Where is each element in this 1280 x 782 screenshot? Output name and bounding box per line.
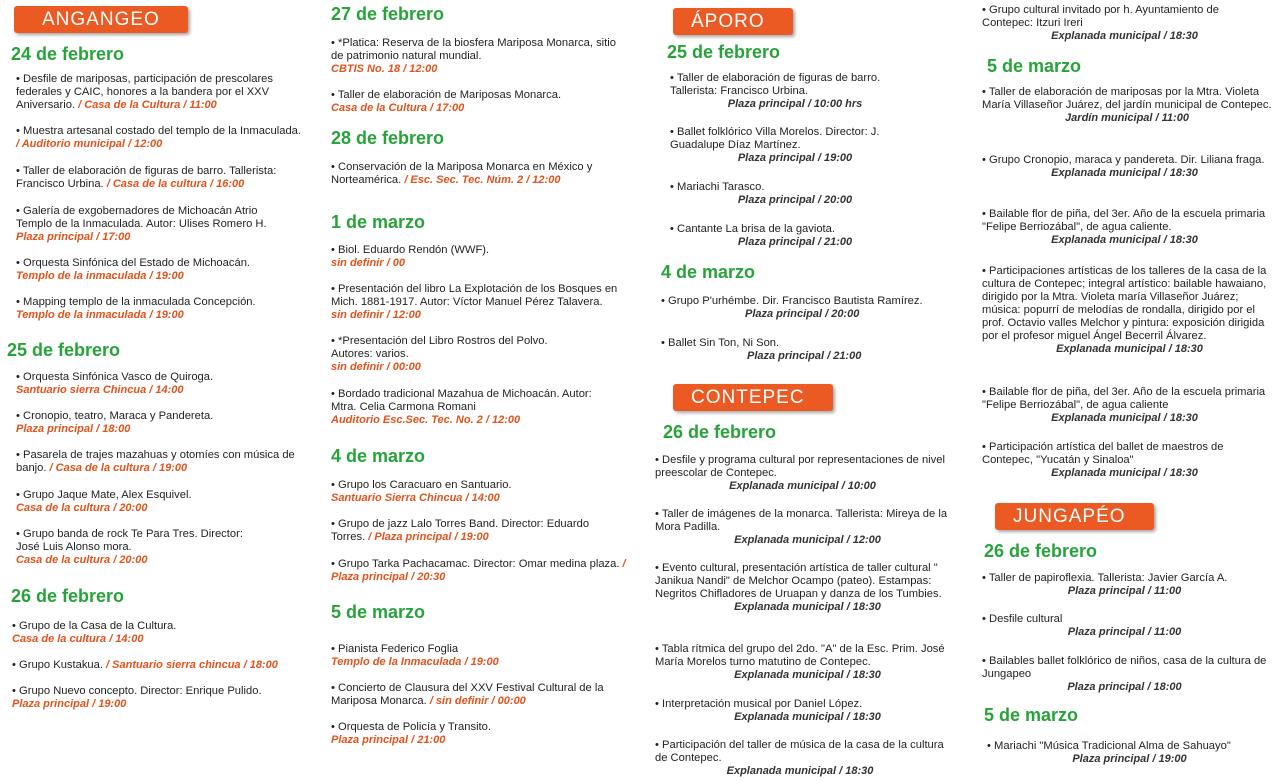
- event-item: • Concierto de Clausura del XXV Festival Cultural de la Mariposa Monarca. / sin definir / 00:00: [331, 682, 604, 707]
- event-item: • Pasarela de trajes mazahuas y otomíes con música de banjo. / Casa de la cultura / 19:00: [16, 449, 295, 474]
- date-heading: 5 de marzo: [984, 705, 1079, 725]
- event-item: • Cantante La brisa de la gaviota. Plaza principal / 21:00: [670, 223, 853, 248]
- date-heading: 25 de febrero: [667, 42, 781, 62]
- event-item: • Conservación de la Mariposa Monarca en México y Norteamérica. / Esc. Sec. Tec. Núm. 2 / 12:00: [331, 161, 593, 186]
- event-item: • *Presentación del Libro Rostros del Polvo. Autores: varios. sin definir / 00:00: [331, 335, 548, 373]
- event-item: • Orquesta Sinfónica Vasco de Quiroga. Santuario sierra Chincua / 14:00: [16, 371, 214, 396]
- event-item: • Presentación del libro La Explotación de los Bosques en Mich. 1881-1917. Autor: Víctor Manuel Pérez Talavera. sin definir / 12:00: [331, 283, 618, 321]
- event-item: • Ballet Sin Ton, Ni Son. Plaza principal / 21:00: [661, 337, 862, 362]
- event-item: • Participaciones artísticas de los talleres de la casa de la cultura de Contepec; integral artístico: bailable hawaiano, dirigido por la Mtra. Violeta maría Villaseñor Juárez; música: popurrí de melodías de rondalla, dirigido por el prof. Octavio valles Melchor y pintura: exposición dirigida por el profesor miguel Ángel Becerril Álvarez. Explanada municipal / 18:30: [982, 265, 1267, 355]
- event-item: • Taller de papiroflexia. Tallerista: Javier García A. Plaza principal / 11:00: [982, 572, 1228, 597]
- event-item: • Desfile de mariposas, participación de prescolares federales y CAIC, honores a la bandera por el XXV Aniversario. / Casa de la Cultura / 11:00: [16, 73, 274, 111]
- event-item: • Grupo Tarka Pachacamac. Director: Omar medina plaza. / Plaza principal / 20:30: [331, 558, 626, 583]
- event-item: • Taller de elaboración de Mariposas Monarca. Casa de la Cultura / 17:00: [331, 89, 562, 114]
- town-name: JUNGAPÉO: [1013, 506, 1126, 527]
- column-contepec-jungapeo: [975, 0, 1275, 782]
- event-item: • Grupo Nuevo concepto. Director: Enrique Pulido. Plaza principal / 19:00: [12, 685, 262, 710]
- event-item: • Grupo Kustakua. / Santuario sierra chincua / 18:00: [12, 659, 278, 671]
- town-header-contepec: [673, 384, 833, 411]
- event-item: • Participación del taller de música de la casa de la cultura de Contepec. Explanada municipal / 18:30: [655, 739, 944, 777]
- event-item: • Participación artística del ballet de maestros de Contepec, "Yucatán y Sinaloa" Explanada municipal / 18:30: [982, 441, 1224, 479]
- event-item: • Taller de elaboración de mariposas por la Mtra. Violeta María Villaseñor Juárez, del jardín municipal de Contepec. Jardín municipal / 11:00: [982, 86, 1272, 124]
- date-heading: 5 de marzo: [987, 56, 1082, 76]
- event-item: • Grupo de la Casa de la Cultura. Casa de la cultura / 14:00: [12, 620, 177, 645]
- event-item: • Ballet folklórico Villa Morelos. Director: J. Guadalupe Díaz Martínez. Plaza principal / 19:00: [670, 126, 880, 164]
- date-heading: 25 de febrero: [7, 340, 121, 360]
- column-aporo-contepec: [645, 0, 960, 782]
- date-heading: 4 de marzo: [661, 262, 756, 282]
- event-item: • Bordado tradicional Mazahua de Michoacán. Autor: Mtra. Celia Carmona Romani Auditorio Esc.Sec. Tec. No. 2 / 12:00: [331, 388, 592, 426]
- event-item: • Grupo Cronopio, maraca y pandereta. Dir. Liliana fraga. Explanada municipal / 18:30: [982, 154, 1265, 179]
- column-angangeo: [0, 0, 310, 782]
- date-heading: 27 de febrero: [331, 4, 445, 24]
- town-header-angangeo: [14, 6, 188, 33]
- event-item: • Galería de exgobernadores de Michoacán Atrio Templo de la Inmaculada. Autor: Ulises Romero H. Plaza principal / 17:00: [16, 205, 267, 243]
- event-item: • Grupo cultural invitado por h. Ayuntamiento de Contepec: Itzuri Ireri Explanada municipal / 18:30: [982, 4, 1219, 42]
- event-item: • Taller de elaboración de figuras de barro. Tallerista: Francisco Urbina. / Casa de la cultura / 16:00: [16, 165, 277, 190]
- event-item: • Interpretación musical por Daniel López. Explanada municipal / 18:30: [655, 698, 881, 723]
- event-item: • Grupo los Caracuaro en Santuario. Santuario Sierra Chincua / 14:00: [331, 479, 512, 504]
- event-item: • Mapping templo de la inmaculada Concepción. Templo de la inmaculada / 19:00: [16, 296, 256, 321]
- event-item: • Orquesta Sinfónica del Estado de Michoacán. Templo de la inmaculada / 19:00: [16, 257, 251, 282]
- date-heading: 1 de marzo: [331, 212, 426, 232]
- event-item: • Mariachi Tarasco. Plaza principal / 20:00: [670, 181, 853, 206]
- event-item: • Orquesta de Policía y Transito. Plaza principal / 21:00: [331, 721, 491, 746]
- event-item: • Grupo P'urhémbe. Dir. Francisco Bautista Ramírez. Plaza principal / 20:00: [661, 295, 923, 320]
- event-item: • Desfile cultural Plaza principal / 11:00: [982, 613, 1182, 638]
- event-item: • Grupo Jaque Mate, Alex Esquivel. Casa de la cultura / 20:00: [16, 489, 192, 514]
- event-item: • *Platica: Reserva de la biosfera Mariposa Monarca, sitio de patrimonio natural mundial. CBTIS No. 18 / 12:00: [331, 37, 616, 75]
- event-item: • Tabla rítmica del grupo del 2do. "A" de la Esc. Prim. José María Morelos turno matutino de Contepec. Explanada municipal / 18:30: [655, 643, 945, 681]
- event-item: • Bailables ballet folklórico de niños, casa de la cultura de Jungapeo Plaza principal / 18:00: [982, 655, 1267, 693]
- event-item: • Taller de elaboración de figuras de barro. Tallerista: Francisco Urbina. Plaza principal / 10:00 hrs: [670, 72, 881, 110]
- town-name: CONTEPEC: [691, 387, 805, 408]
- town-name: ANGANGEO: [42, 9, 160, 30]
- date-heading: 4 de marzo: [331, 446, 426, 466]
- town-name: ÁPORO: [691, 11, 765, 32]
- date-heading: 24 de febrero: [11, 44, 125, 64]
- event-item: • Cronopio, teatro, Maraca y Pandereta. Plaza principal / 18:00: [16, 410, 214, 435]
- date-heading: 26 de febrero: [663, 422, 777, 442]
- date-heading: 26 de febrero: [984, 541, 1098, 561]
- event-item: • Taller de imágenes de la monarca. Tallerista: Mireya de la Mora Padilla. Explanada municipal / 12:00: [655, 508, 948, 546]
- date-heading: 26 de febrero: [11, 586, 125, 606]
- town-header-jungapeo: [995, 503, 1154, 530]
- date-heading: 28 de febrero: [331, 128, 445, 148]
- event-item: • Bailable flor de piña, del 3er. Año de la escuela primaria "Felipe Berriozábal", de agua caliente. Explanada municipal / 18:30: [982, 208, 1266, 246]
- event-item: • Grupo banda de rock Te Para Tres. Director: José Luis Alonso mora. Casa de la cultura / 20:00: [16, 528, 243, 566]
- date-heading: 5 de marzo: [331, 602, 426, 622]
- event-item: • Mariachi "Música Tradicional Alma de Sahuayo" Plaza principal / 19:00: [987, 740, 1231, 765]
- event-item: • Bailable flor de piña, del 3er. Año de la escuela primaria "Felipe Berriozábal", de agua caliente Explanada municipal / 18:30: [982, 386, 1266, 424]
- event-item: • Biol. Eduardo Rendón (WWF). sin definir / 00: [331, 244, 490, 269]
- town-header-aporo: [673, 8, 793, 35]
- event-item: • Muestra artesanal costado del templo de la Inmaculada. / Auditorio municipal / 12:00: [16, 125, 302, 150]
- column-angangeo-cont: [320, 0, 630, 782]
- event-item: • Grupo de jazz Lalo Torres Band. Director: Eduardo Torres. / Plaza principal / 19:00: [331, 518, 590, 543]
- event-item: • Pianista Federico Foglia Templo de la Inmaculada / 19:00: [331, 643, 499, 668]
- event-item: • Desfile y programa cultural por representaciones de nivel preescolar de Contepec. Explanada municipal / 10:00: [655, 454, 945, 492]
- event-item: • Evento cultural, presentación artística de taller cultural " Janikua Nandi" de Melchor Ocampo (pateo). Estampas: Negritos Chifladores de Uruapan y danza de los Tumbies. Explanada municipal / 18:30: [655, 562, 942, 613]
